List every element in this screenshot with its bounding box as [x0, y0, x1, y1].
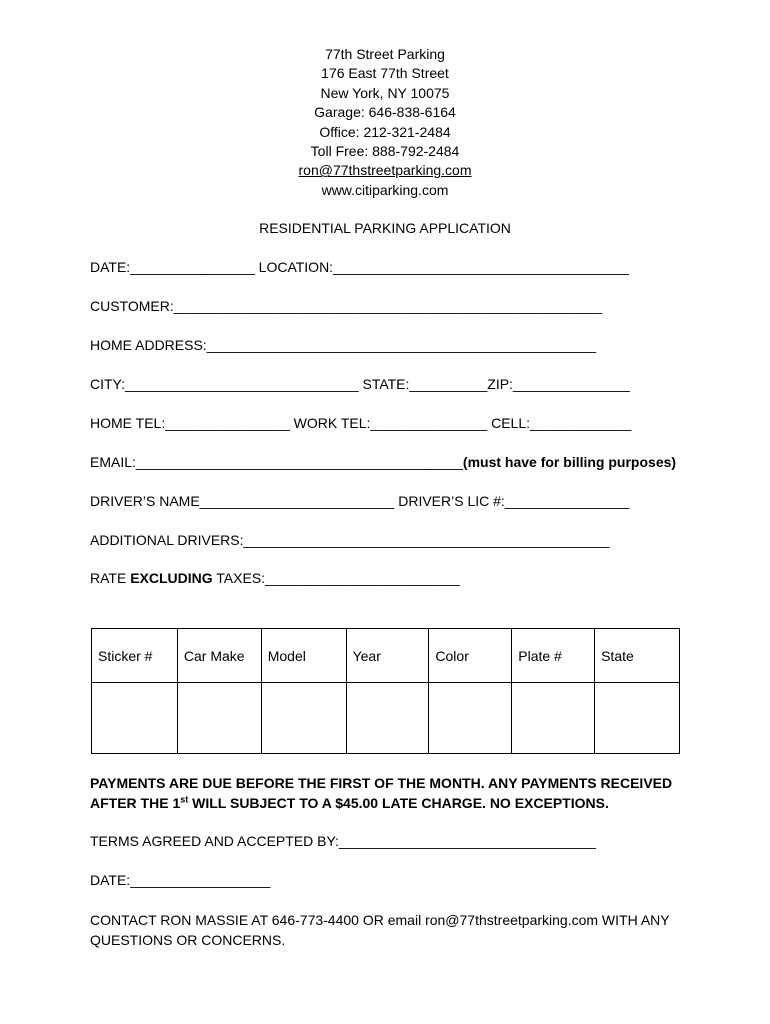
email-link[interactable]: ron@77thstreetparking.com	[298, 162, 472, 179]
email-note: (must have for billing purposes)	[462, 454, 677, 470]
vehicle-table	[91, 628, 680, 754]
state-cell[interactable]	[595, 683, 680, 754]
date-location-field[interactable]: DATE:________________ LOCATION:______________________________________	[90, 259, 629, 275]
rate-field[interactable]	[90, 570, 460, 586]
table-row	[92, 683, 680, 754]
rate-excluding: EXCLUDING	[130, 570, 213, 586]
payment-notice	[90, 773, 690, 813]
office-phone: Office: 212-321-2484	[319, 123, 451, 140]
payment-line2-superscript: st	[180, 794, 189, 805]
additional-drivers-field[interactable]: ADDITIONAL DRIVERS:_______________________________________________	[90, 532, 610, 548]
year-cell[interactable]	[346, 683, 429, 754]
payment-notice-line2	[90, 793, 690, 813]
website: www.citiparking.com	[321, 181, 449, 198]
color-cell[interactable]	[429, 683, 512, 754]
column-header: Color	[429, 629, 512, 683]
drivers-field[interactable]: DRIVER’S NAME_________________________ DRIVER’S LIC #:________________	[90, 493, 630, 509]
phone-fields[interactable]: HOME TEL:________________ WORK TEL:_______________ CELL:_____________	[90, 415, 632, 431]
column-header: Plate #	[512, 629, 595, 683]
company-city-state: New York, NY 10075	[320, 84, 450, 101]
column-header: Model	[261, 629, 346, 683]
date-signature-field[interactable]: DATE:__________________	[90, 872, 271, 888]
company-header	[0, 45, 770, 200]
vehicle-table-header	[92, 629, 680, 683]
company-name: 77th Street Parking	[325, 46, 445, 62]
rate-prefix: RATE	[90, 570, 131, 586]
payment-line2-end: WILL SUBJECT TO A $45.00 LATE CHARGE. NO EXCEPTIONS.	[188, 795, 609, 811]
column-header: Year	[346, 629, 429, 683]
customer-field[interactable]: CUSTOMER:_______________________________________________________	[90, 298, 602, 314]
garage-phone: Garage: 646-838-6164	[314, 104, 456, 121]
payment-line2-start: AFTER THE 1	[90, 795, 181, 811]
contact-note: CONTACT RON MASSIE AT 646-773-4400 OR email ron@77thstreetparking.com WITH ANY QUESTIONS OR CONCERNS.	[90, 912, 670, 948]
email-field-row[interactable]	[90, 454, 676, 470]
model-cell[interactable]	[261, 683, 346, 754]
home-address-field[interactable]: HOME ADDRESS:__________________________________________________	[90, 337, 596, 353]
city-state-zip-field[interactable]: CITY:______________________________ STATE:__________ZIP:_______________	[90, 376, 630, 392]
column-header: Car Make	[177, 629, 261, 683]
sticker-cell[interactable]	[92, 683, 178, 754]
payment-notice-line1: PAYMENTS ARE DUE BEFORE THE FIRST OF THE MONTH. ANY PAYMENTS RECEIVED	[90, 775, 673, 791]
email-field[interactable]: EMAIL:__________________________________________	[90, 454, 463, 470]
column-header: Sticker #	[92, 629, 178, 683]
toll-free-phone: Toll Free: 888-792-2484	[310, 142, 460, 159]
terms-signature-field[interactable]: TERMS AGREED AND ACCEPTED BY:_________________________________	[90, 833, 596, 849]
car-make-cell[interactable]	[177, 683, 261, 754]
column-header: State	[595, 629, 680, 683]
form-title: RESIDENTIAL PARKING APPLICATION	[259, 220, 511, 236]
plate-cell[interactable]	[512, 683, 595, 754]
rate-suffix[interactable]: TAXES:_________________________	[212, 570, 460, 586]
company-street: 176 East 77th Street	[321, 65, 449, 82]
